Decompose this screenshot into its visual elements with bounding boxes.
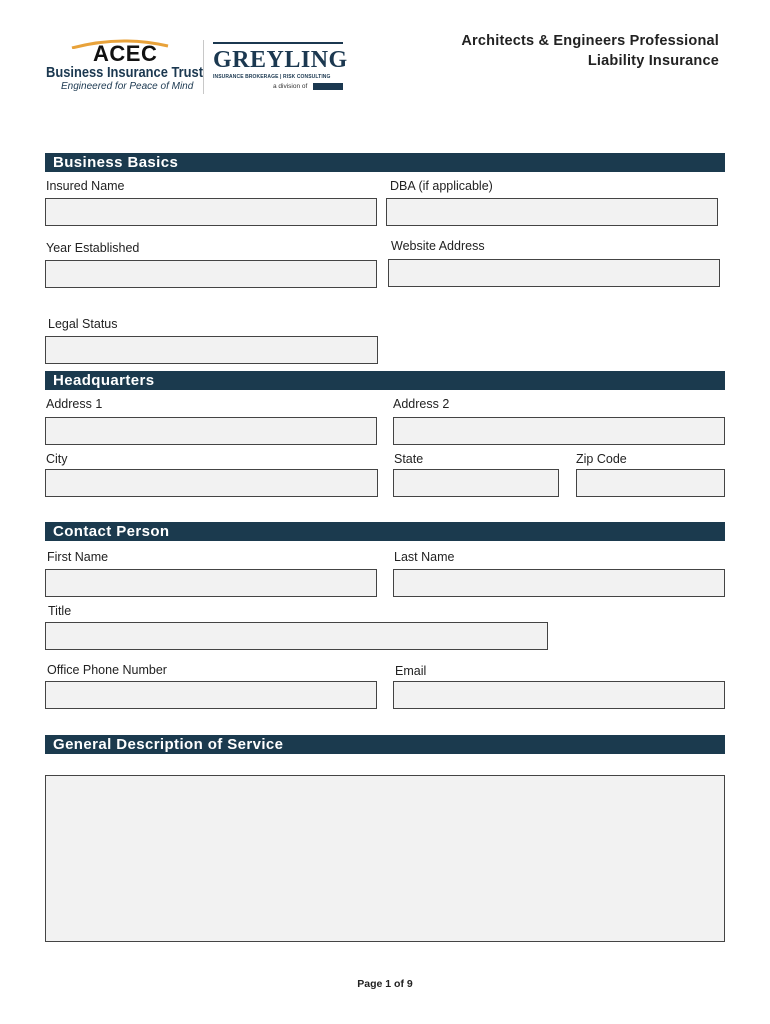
section-business-basics: Business Basics — [45, 153, 725, 172]
service-description-textarea[interactable] — [45, 775, 725, 942]
page-number: Page 1 of 9 — [357, 978, 413, 990]
first-name-field[interactable] — [45, 569, 377, 597]
acec-logo-tagline: Engineered for Peace of Mind — [61, 81, 194, 92]
office-phone-field[interactable] — [45, 681, 377, 709]
label-dba: DBA (if applicable) — [390, 179, 493, 193]
address2-field[interactable] — [393, 417, 725, 445]
label-address1: Address 1 — [46, 397, 103, 411]
section-contact-person: Contact Person — [45, 522, 725, 541]
label-state: State — [394, 452, 424, 466]
greyling-logo-line — [213, 42, 343, 44]
state-field[interactable] — [393, 469, 559, 497]
greyling-logo-subtitle: INSURANCE BROKERAGE | RISK CONSULTING — [213, 74, 331, 80]
last-name-field[interactable] — [393, 569, 725, 597]
label-last-name: Last Name — [394, 550, 455, 564]
label-address2: Address 2 — [393, 397, 450, 411]
year-established-field[interactable] — [45, 260, 377, 288]
label-year-established: Year Established — [46, 241, 140, 255]
greyling-logo-division: a division of — [273, 83, 308, 90]
label-website-address: Website Address — [391, 239, 485, 253]
legal-status-field[interactable] — [45, 336, 378, 364]
label-contact-title: Title — [48, 604, 72, 618]
label-insured-name: Insured Name — [46, 179, 125, 193]
acec-logo-trust: Business Insurance Trust — [46, 64, 204, 81]
label-city: City — [46, 452, 68, 466]
zip-code-field[interactable] — [576, 469, 725, 497]
document-title-line1: Architects & Engineers Professional — [461, 33, 719, 49]
label-first-name: First Name — [47, 550, 109, 564]
document-title-line2: Liability Insurance — [587, 53, 719, 69]
greyling-logo-name: GREYLING — [213, 47, 348, 73]
label-office-phone: Office Phone Number — [47, 663, 167, 677]
website-address-field[interactable] — [388, 259, 720, 287]
section-general-description: General Description of Service — [45, 735, 725, 754]
acec-logo-name: ACEC — [93, 41, 158, 66]
address1-field[interactable] — [45, 417, 377, 445]
email-field[interactable] — [393, 681, 725, 709]
contact-title-field[interactable] — [45, 622, 548, 650]
section-headquarters: Headquarters — [45, 371, 725, 390]
logo-divider — [203, 40, 204, 94]
insured-name-field[interactable] — [45, 198, 377, 226]
label-email: Email — [395, 664, 427, 678]
label-legal-status: Legal Status — [48, 317, 118, 331]
city-field[interactable] — [45, 469, 378, 497]
label-zip-code: Zip Code — [576, 452, 627, 466]
parent-company-logo-icon — [313, 83, 343, 90]
document-title — [461, 31, 719, 71]
dba-field[interactable] — [386, 198, 718, 226]
